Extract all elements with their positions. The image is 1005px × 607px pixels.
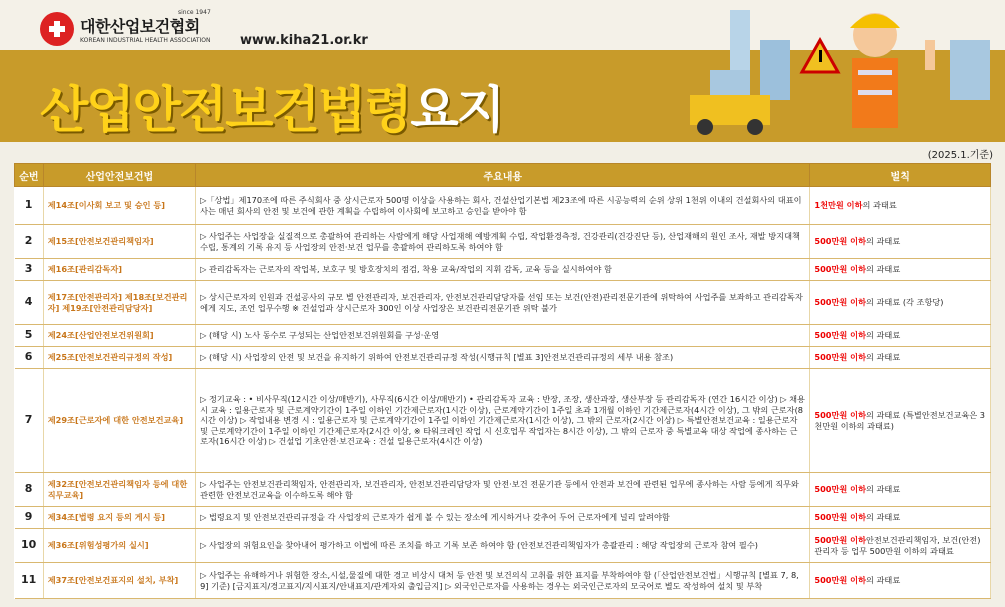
row-penalty <box>810 563 991 599</box>
col-penalty: 벌칙 <box>810 164 991 187</box>
table-row <box>15 369 991 473</box>
row-law: 제34조[법령 요지 등의 게시 등] <box>43 507 195 529</box>
row-no: 1 <box>15 187 44 225</box>
table-row <box>15 187 991 225</box>
col-law: 산업안전보건법 <box>43 164 195 187</box>
row-law: 제17조[안전관리자] 제18조[보건관리자] 제19조[안전관리담당자] <box>43 281 195 325</box>
cross-icon <box>40 12 74 46</box>
row-no: 8 <box>15 473 44 507</box>
row-law: 제36조[위험성평가의 실시] <box>43 529 195 563</box>
table-row <box>15 347 991 369</box>
table-row <box>15 507 991 529</box>
penalty-text: 의 과태료 <box>865 264 901 275</box>
website-url[interactable]: www.kiha21.or.kr <box>240 33 368 48</box>
row-content: ▷ 정기교육 : • 비사무직(12시간 이상/매반기), 사무직(6시간 이상/매반기) • 관리감독자 교육 : 반장, 조장, 생산과장, 생산부장 등 관리감독자 (연간 16시간 이상) ▷ 채용 시 교육 : 일용근로자 및 근로계약기간이 1주일 이하인 기간제근로자(1시간 이상), 근로계약기간이 1주일 초과 1개월 이하인 기간제근로자(4시간 이상), 그 밖의 근로자(8시간 이상) ▷ 작업내용 변경 시 : 일용근로자 및 근로계약기간이 1주일 이하인 기간제근로자(1시간 이상), 그 밖의 근로자(2시간 이상) ▷ 특별안전보건교육 : 일용근로자 및 근로계약기간이 1주일 이하인 기간제근로자(2시간 이상, ※ 타워크레인 작업 시 신호업무 작업자는 8시간 이상), 그 밖의 근로자 중 특별교육 대상 작업에 종사하는 근로자(16시간 이상) ▷ 건설업 기초안전·보건교육 : 건설 일용근로자(4시간 이상) <box>196 369 810 473</box>
row-content: ▷ (해당 시) 사업장의 안전 및 보건을 유지하기 위하여 안전보건관리규정 작성(시행규칙 [별표 3]안전보건관리규정의 세부 내용 참조) <box>196 347 810 369</box>
table-row <box>15 281 991 325</box>
row-content: ▷ 사업주는 안전보건관리책임자, 안전관리자, 보건관리자, 안전보건관리담당자 및 안전·보건 전문기관 등에서 안전과 보건에 관련된 업무에 종사하는 사람 등에게 직무와 관련한 안전보건교육을 이수하도록 해야 함 <box>196 473 810 507</box>
row-law: 제32조[안전보건관리책임자 등에 대한 직무교육] <box>43 473 195 507</box>
row-penalty <box>810 507 991 529</box>
row-penalty <box>810 225 991 259</box>
penalty-amount: 500만원 이하 <box>814 297 866 308</box>
row-law: 제37조[안전보건표지의 설치, 부착] <box>43 563 195 599</box>
date-label: (2025.1.기준) <box>927 150 993 161</box>
row-content: ▷ 사업주는 유해하거나 위험한 장소,시설,물질에 대한 경고 비상시 대처 등 안전 및 보건의식 고취를 위한 표지를 부착하여야 함 (「산업안전보건법」시행규칙 [별표 7, 8, 9] 기준) [금지표지/경고표지/지시표지/안내표지/관계자외 출입금지] ▷ 외국인근로자를 사용하는 경우는 외국인근로자의 모국어로 별도 작성하여 설치 및 부착 <box>196 563 810 599</box>
penalty-text: 의 과태료 <box>862 200 897 211</box>
penalty-text: 의 과태료 <box>865 352 901 363</box>
safety-worker-illustration <box>690 0 1005 140</box>
penalty-amount: 500만원 이하 <box>814 534 866 545</box>
table-row <box>15 529 991 563</box>
penalty-text: 의 과태료 <box>865 484 901 495</box>
penalty-amount: 500만원 이하 <box>814 236 866 247</box>
row-content: ▷ 사업주는 사업장을 실질적으로 총괄하여 관리하는 사람에게 해당 사업재해 예방계획 수립, 작업환경측정, 건강관리(건강진단 등), 산업재해의 원인 조사, 재발 방지대책 수립, 통계의 기록 유지 등 사업장의 안전·보건 업무를 총괄하여 관리하도록 하여야 함 <box>196 225 810 259</box>
row-penalty <box>810 325 991 347</box>
row-penalty <box>810 187 991 225</box>
row-penalty <box>810 347 991 369</box>
row-content: ▷ 상시근로자의 인원과 건설공사의 규모 별 안전관리자, 보건관리자, 안전보건관리담당자를 선임 또는 보건(안전)관리전문기관에 위탁하여 사업주를 보좌하고 관리감독자에게 지도, 조언 업무수행 ※ 건설업과 상시근로자 300인 이상 사업장은 보건관리전문기관 위탁 불가 <box>196 281 810 325</box>
penalty-text: 의 과태료 <box>865 330 901 341</box>
col-no: 순번 <box>15 164 44 187</box>
row-no: 7 <box>15 369 44 473</box>
title-main: 산업안전보건법령 <box>40 81 411 139</box>
row-penalty <box>810 529 991 563</box>
row-no: 9 <box>15 507 44 529</box>
penalty-amount: 500만원 이하 <box>814 484 866 495</box>
penalty-amount: 500만원 이하 <box>814 575 866 586</box>
penalty-amount: 500만원 이하 <box>814 264 866 275</box>
penalty-amount: 500만원 이하 <box>814 409 866 420</box>
page-title <box>40 70 503 142</box>
org-name: 대한산업보건협회 <box>80 17 200 36</box>
org-name-en: KOREAN INDUSTRIAL HEALTH ASSOCIATION <box>80 37 211 44</box>
org-logo <box>40 12 211 46</box>
row-no: 5 <box>15 325 44 347</box>
row-no: 10 <box>15 529 44 563</box>
since-label: since 1947 <box>178 9 211 16</box>
law-summary-table <box>14 163 991 599</box>
table-header-row <box>15 164 991 187</box>
row-law: 제15조[안전보건관리책임자] <box>43 225 195 259</box>
row-content: ▷ 법령요지 및 안전보건관리규정을 각 사업장의 근로자가 쉽게 볼 수 있는 장소에 게시하거나 갖추어 두어 근로자에게 널리 알려야함 <box>196 507 810 529</box>
row-penalty <box>810 369 991 473</box>
row-content: ▷ 관리감독자는 근로자의 작업복, 보호구 및 방호장치의 점검, 착용 교육/작업의 지휘 감독, 교육 등을 실시하여야 함 <box>196 259 810 281</box>
table-row <box>15 259 991 281</box>
row-law: 제14조[이사회 보고 및 승인 등] <box>43 187 195 225</box>
penalty-text: 안전보건관리책임자, 보건(안전)관리자 등 업무 500만원 이하의 과태료 <box>814 534 981 556</box>
row-no: 2 <box>15 225 44 259</box>
row-penalty <box>810 281 991 325</box>
row-content: ▷「상법」제170조에 따른 주식회사 중 상시근로자 500명 이상을 사용하는 회사, 건설산업기본법 제23조에 따른 시공능력의 순위 상위 1천위 이내의 건설회사의 대표이사는 매년 회사의 안전 및 보건에 관한 계획을 수립하여 이사회에 보고하고 승인을 받아야 함 <box>196 187 810 225</box>
penalty-amount: 500만원 이하 <box>814 512 866 523</box>
penalty-amount: 500만원 이하 <box>814 330 866 341</box>
row-penalty <box>810 473 991 507</box>
table-row <box>15 473 991 507</box>
row-no: 3 <box>15 259 44 281</box>
col-content: 주요내용 <box>196 164 810 187</box>
row-no: 6 <box>15 347 44 369</box>
table-row <box>15 325 991 347</box>
row-law: 제29조[근로자에 대한 안전보건교육] <box>43 369 195 473</box>
row-no: 11 <box>15 563 44 599</box>
row-content: ▷ 사업장의 위험요인을 찾아내어 평가하고 이법에 따른 조치를 하고 기록 보존 하여야 함 (안전보건관리책임자가 총괄관리 : 해당 작업장의 근로자 참여 필수) <box>196 529 810 563</box>
row-law: 제16조[관리감독자] <box>43 259 195 281</box>
row-law: 제24조[산업안전보건위원회] <box>43 325 195 347</box>
row-law: 제25조[안전보건관리규정의 작성] <box>43 347 195 369</box>
row-content: ▷ (해당 시) 노사 동수로 구성되는 산업안전보건위원회를 구성·운영 <box>196 325 810 347</box>
table-row <box>15 563 991 599</box>
penalty-text: 의 과태료 (특별안전보건교육은 3천만원 이하의 과태료) <box>814 409 986 431</box>
row-no: 4 <box>15 281 44 325</box>
penalty-text: 의 과태료 <box>865 512 901 523</box>
penalty-text: 의 과태료 <box>865 236 901 247</box>
table-row <box>15 225 991 259</box>
penalty-amount: 500만원 이하 <box>814 352 866 363</box>
title-tail: 요지 <box>410 81 504 139</box>
row-penalty <box>810 259 991 281</box>
penalty-amount: 1천만원 이하 <box>814 200 863 211</box>
penalty-text: 의 과태료 (각 조항당) <box>865 297 944 308</box>
penalty-text: 의 과태료 <box>865 575 901 586</box>
